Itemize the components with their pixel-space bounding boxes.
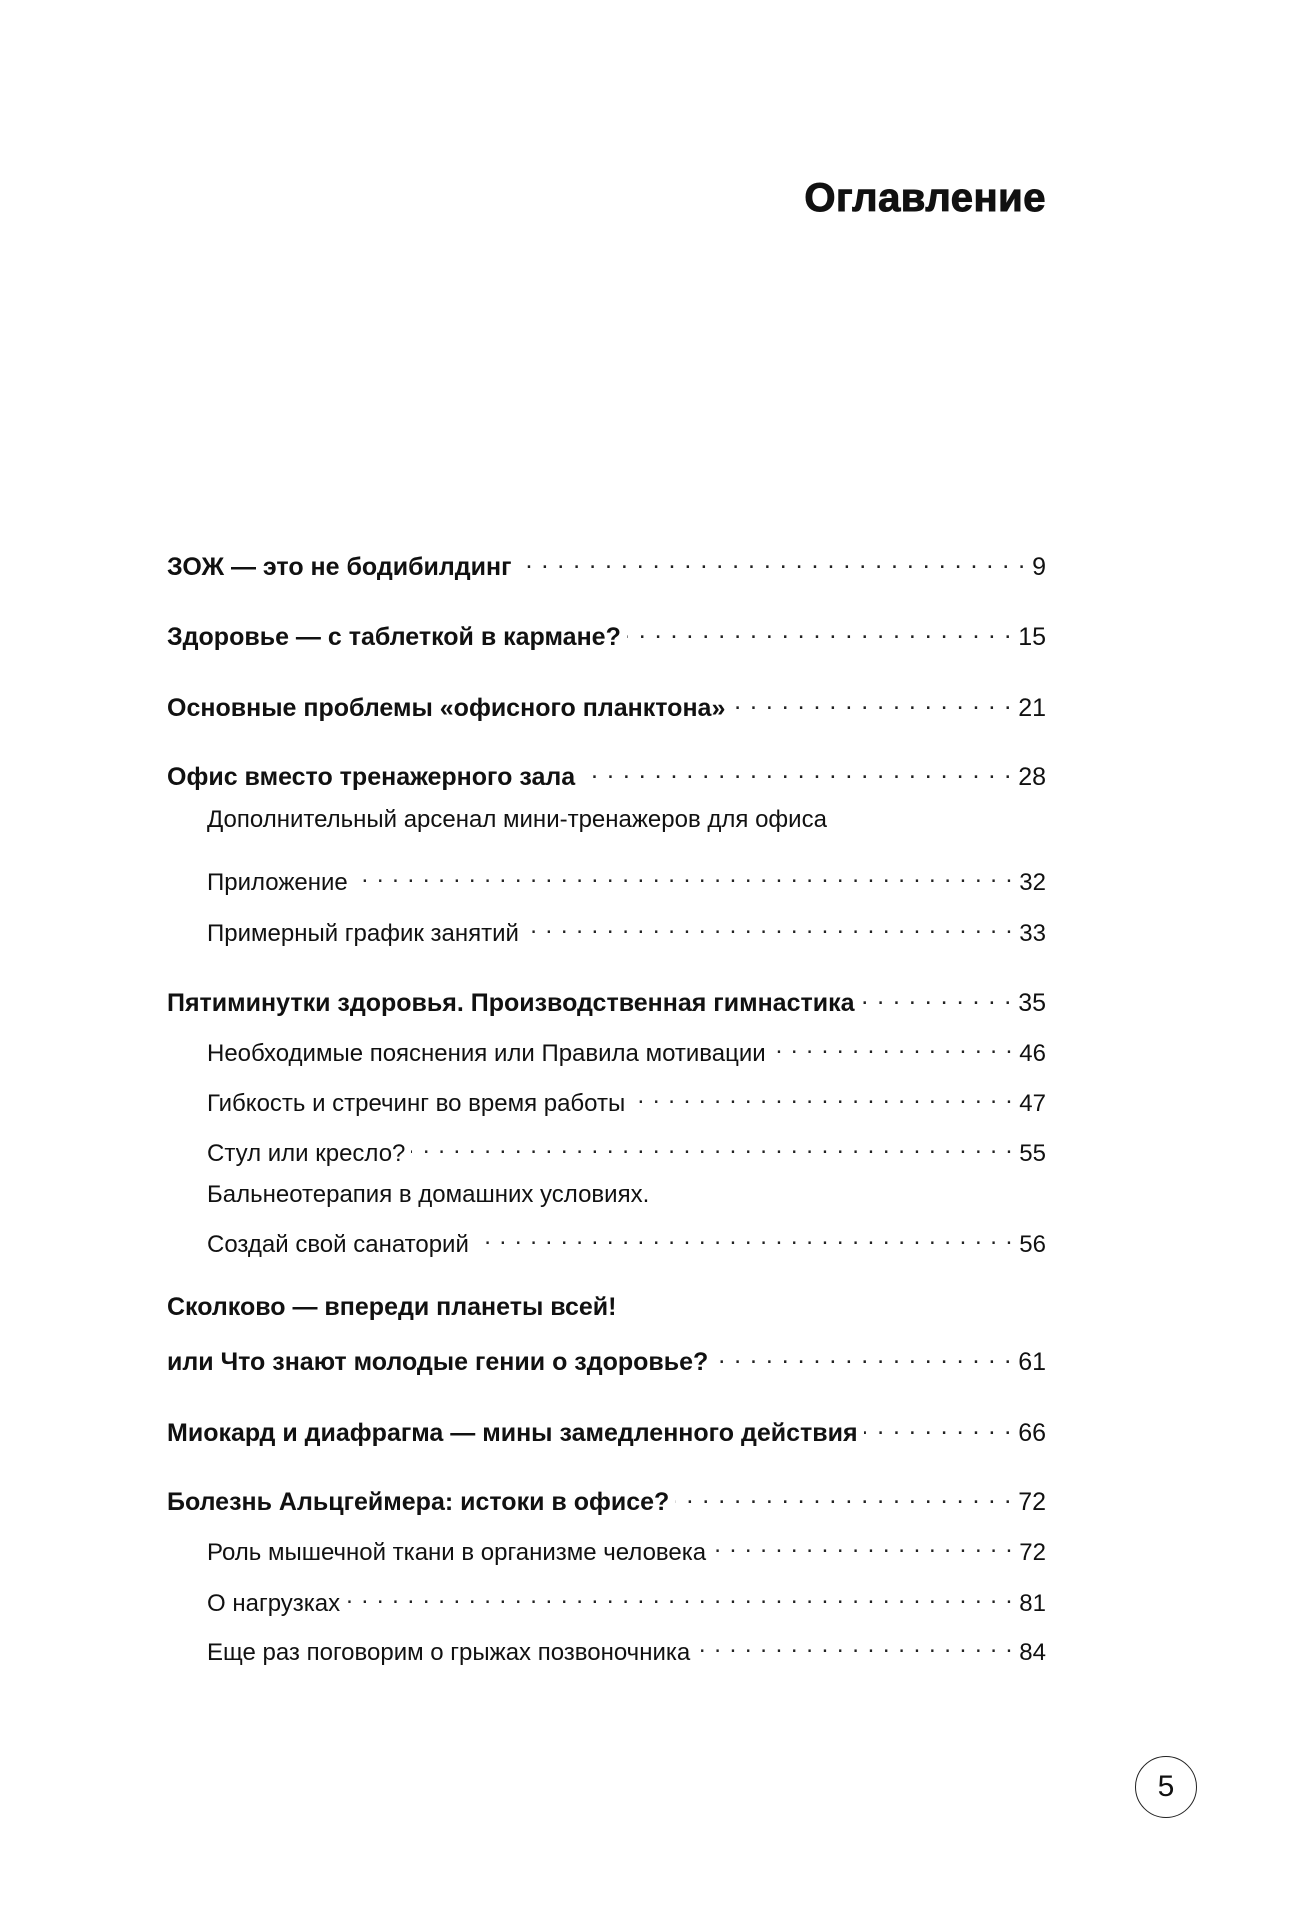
toc-entry-page: 72	[1018, 1488, 1046, 1516]
dot-leader	[525, 911, 1013, 941]
toc-entry-page: 28	[1018, 763, 1046, 791]
toc-entry[interactable]	[207, 805, 1046, 835]
dot-leader	[411, 1131, 1013, 1161]
toc-entry-title: Роль мышечной ткани в организме человека	[207, 1539, 707, 1566]
dot-leader	[696, 1630, 1013, 1660]
toc-entry[interactable]	[207, 1131, 1046, 1169]
toc-entry-title: О нагрузках	[207, 1590, 341, 1617]
toc-entry-title: Миокард и диафрагма — мины замедленного действия	[167, 1419, 858, 1447]
toc-entry-title: Еще раз поговорим о грыжах позвоночника	[207, 1639, 691, 1666]
toc-entry[interactable]	[207, 1630, 1046, 1668]
toc-entry-title: Основные проблемы «офисного планктона»	[167, 694, 726, 722]
dot-leader	[861, 981, 1013, 1011]
dot-leader	[772, 1031, 1014, 1061]
toc-entry-page: 47	[1019, 1090, 1046, 1117]
toc-entry-page: 72	[1019, 1539, 1046, 1566]
toc-entry[interactable]	[207, 1180, 1046, 1210]
dot-leader	[864, 1411, 1013, 1441]
toc-entry-title: Необходимые пояснения или Правила мотивации	[207, 1040, 766, 1067]
toc-entry-title: Здоровье — с таблеткой в кармане?	[167, 623, 621, 651]
toc-entry-title: Бальнеотерапия в домашних условиях.	[207, 1181, 650, 1208]
toc-entry-page: 33	[1019, 920, 1046, 947]
toc-entry[interactable]	[167, 615, 1046, 652]
toc-entry-title: Пятиминутки здоровья. Производственная гимнастика	[167, 989, 855, 1017]
toc-entry[interactable]	[207, 1530, 1046, 1568]
toc-entry-page: 35	[1018, 989, 1046, 1017]
toc-entry[interactable]	[167, 545, 1046, 582]
toc-entry-page: 46	[1019, 1040, 1046, 1067]
toc-entry-title: Гибкость и стречинг во время работы	[207, 1090, 626, 1117]
toc-entry-title: Стул или кресло?	[207, 1140, 406, 1167]
toc-entry-title: Дополнительный арсенал мини-тренажеров для офиса	[207, 806, 827, 833]
toc-entry-title: Офис вместо тренажерного зала	[167, 763, 576, 791]
toc-entry[interactable]	[167, 1340, 1046, 1377]
toc-entry[interactable]	[207, 1081, 1046, 1119]
toc-entry-title: Сколково — впереди планеты всей!	[167, 1293, 617, 1321]
toc-entry-page: 81	[1019, 1590, 1046, 1617]
toc-entry[interactable]	[207, 1581, 1046, 1619]
dot-leader	[475, 1222, 1013, 1252]
toc-entry-page: 32	[1019, 869, 1046, 896]
page-number: 5	[1135, 1756, 1197, 1818]
toc-entry[interactable]	[167, 686, 1046, 723]
toc-entry-title: Создай свой санаторий	[207, 1231, 469, 1258]
dot-leader	[346, 1581, 1013, 1611]
dot-leader	[631, 1081, 1013, 1111]
dot-leader	[627, 615, 1012, 645]
dot-leader	[714, 1340, 1012, 1370]
toc-entry-page: 84	[1019, 1639, 1046, 1666]
toc-entry-page: 56	[1019, 1231, 1046, 1258]
toc-entry[interactable]	[167, 1480, 1046, 1517]
toc-entry[interactable]	[167, 981, 1046, 1018]
dot-leader	[581, 755, 1012, 785]
toc-entry-page: 21	[1018, 694, 1046, 722]
toc-entry-title: Болезнь Альцгеймера: истоки в офисе?	[167, 1488, 670, 1516]
toc-entry-page: 55	[1019, 1140, 1046, 1167]
toc-entry-page: 61	[1018, 1348, 1046, 1376]
toc-entry[interactable]	[207, 1222, 1046, 1260]
toc-entry-title: Примерный график занятий	[207, 920, 519, 947]
dot-leader	[675, 1480, 1012, 1510]
dot-leader	[354, 860, 1014, 890]
dot-leader	[518, 545, 1027, 575]
toc-entry-title: Приложение	[207, 869, 348, 896]
dot-leader	[731, 686, 1012, 716]
toc-entry-page: 15	[1018, 623, 1046, 651]
toc-entry[interactable]	[167, 1292, 1046, 1322]
toc-entry[interactable]	[167, 1411, 1046, 1448]
toc-entry[interactable]	[207, 911, 1046, 949]
toc-entry[interactable]	[207, 1031, 1046, 1069]
toc-entry-page: 66	[1018, 1419, 1046, 1447]
toc-entry[interactable]	[207, 860, 1046, 898]
page-title: Оглавление	[804, 176, 1046, 220]
toc-entry[interactable]	[167, 755, 1046, 792]
toc-entry-title: или Что знают молодые гении о здоровье?	[167, 1348, 709, 1376]
dot-leader	[712, 1530, 1013, 1560]
toc-entry-title: ЗОЖ — это не бодибилдинг	[167, 553, 512, 581]
toc-entry-page: 9	[1032, 553, 1046, 581]
